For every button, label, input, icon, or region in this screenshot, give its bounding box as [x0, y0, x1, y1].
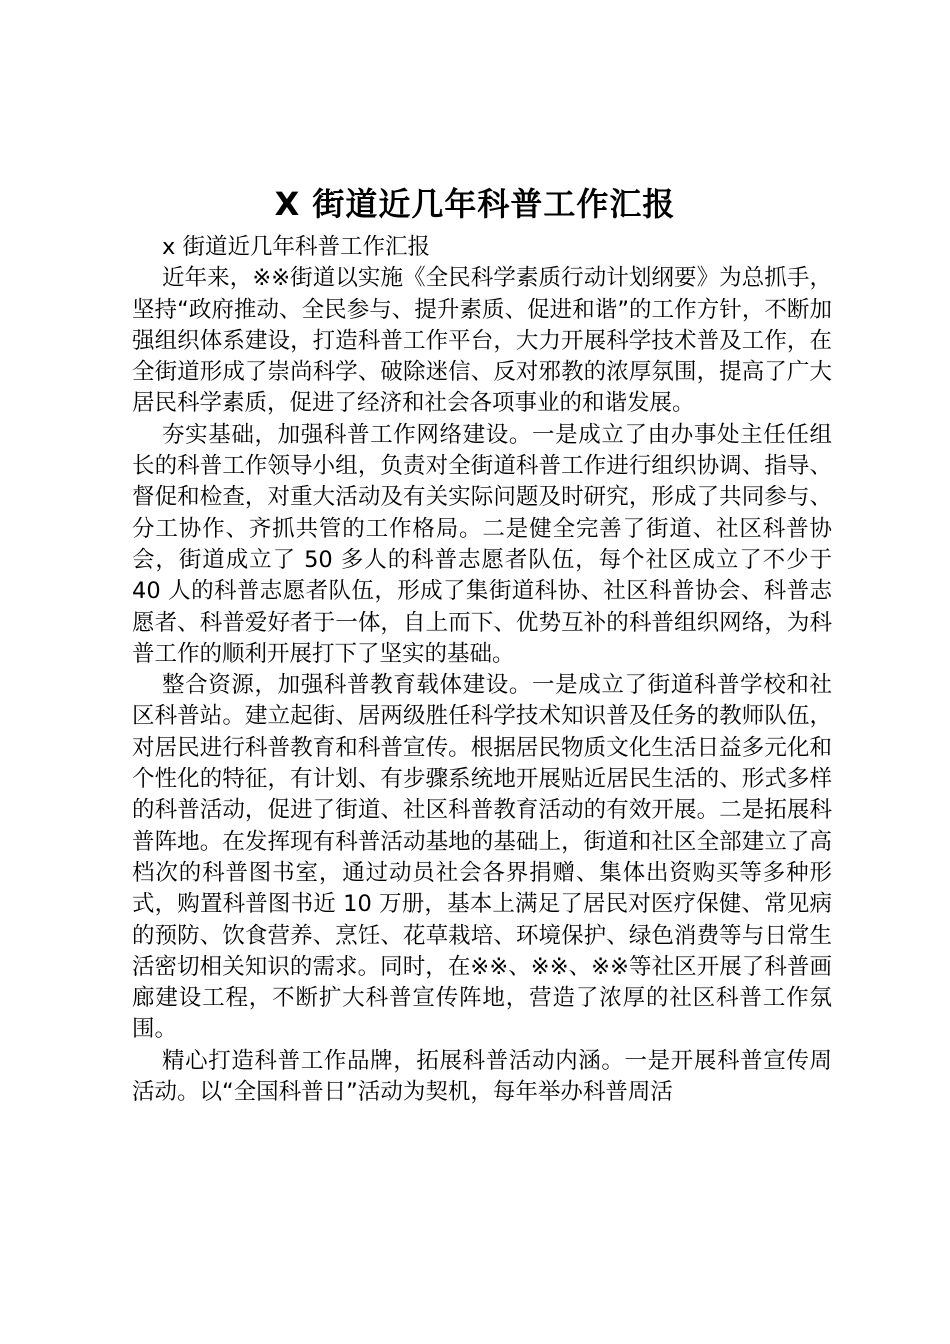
document-body — [132, 232, 832, 1108]
brand-paragraph: 精心打造科普工作品牌，拓展科普活动内涵。一是开展科普宣传周活动。以“全国科普日”活动为契机，每年举办科普周活 — [132, 1047, 832, 1106]
resources-paragraph: 整合资源，加强科普教育载体建设。一是成立了街道科普学校和社区科普站。建立起街、居两级胜任科学技术知识普及任务的教师队伍，对居民进行科普教育和科普宣传。根据居民物质文化生活日益多元化和个性化的特征，有计划、有步骤系统地开展贴近居民生活的、形式多样的科普活动，促进了街道、社区科普教育活动的有效开展。二是拓展科普阵地。在发挥现有科普活动基地的基础上，街道和社区全部建立了高档次的科普图书室，通过动员社会各界捐赠、集体出资购买等多种形式，购置科普图书近 10 万册，基本上满足了居民对医疗保健、常见病的预防、饮食营养、烹饪、花草栽培、环境保护、绿色消费等与日常生活密切相关知识的需求。同时，在※※、※※、※※等社区开展了科普画廊建设工程，不断扩大科普宣传阵地，营造了浓厚的社区科普工作氛围。 — [132, 672, 832, 1043]
subtitle-paragraph: x 街道近几年科普工作汇报 — [162, 234, 430, 260]
intro-paragraph: 近年来，※※街道以实施《全民科学素质行动计划纲要》为总抓手，坚持“政府推动、全民参与、提升素质、促进和谐”的工作方针，不断加强组织体系建设，打造科普工作平台，大力开展科学技术普及工作，在全街道形成了崇尚科学、破除迷信、反对邪教的浓厚氛围，提高了广大居民科学素质，促进了经济和社会各项事业的和谐发展。 — [132, 265, 832, 417]
document-title: X 街道近几年科普工作汇报 — [274, 185, 676, 223]
foundation-paragraph: 夯实基础，加强科普工作网络建设。一是成立了由办事处主任任组长的科普工作领导小组，负责对全街道科普工作进行组织协调、指导、督促和检查，对重大活动及有关实际问题及时研究，形成了共同参与、分工协作、齐抓共管的工作格局。二是健全完善了街道、社区科普协会，街道成立了 50 多人的科普志愿者队伍，每个社区成立了不少于 40 人的科普志愿者队伍，形成了集街道科协、社区科普协会、科普志愿者、科普爱好者于一体，自上而下、优势互补的科普组织网络，为科普工作的顺利开展打下了坚实的基础。 — [132, 421, 832, 667]
